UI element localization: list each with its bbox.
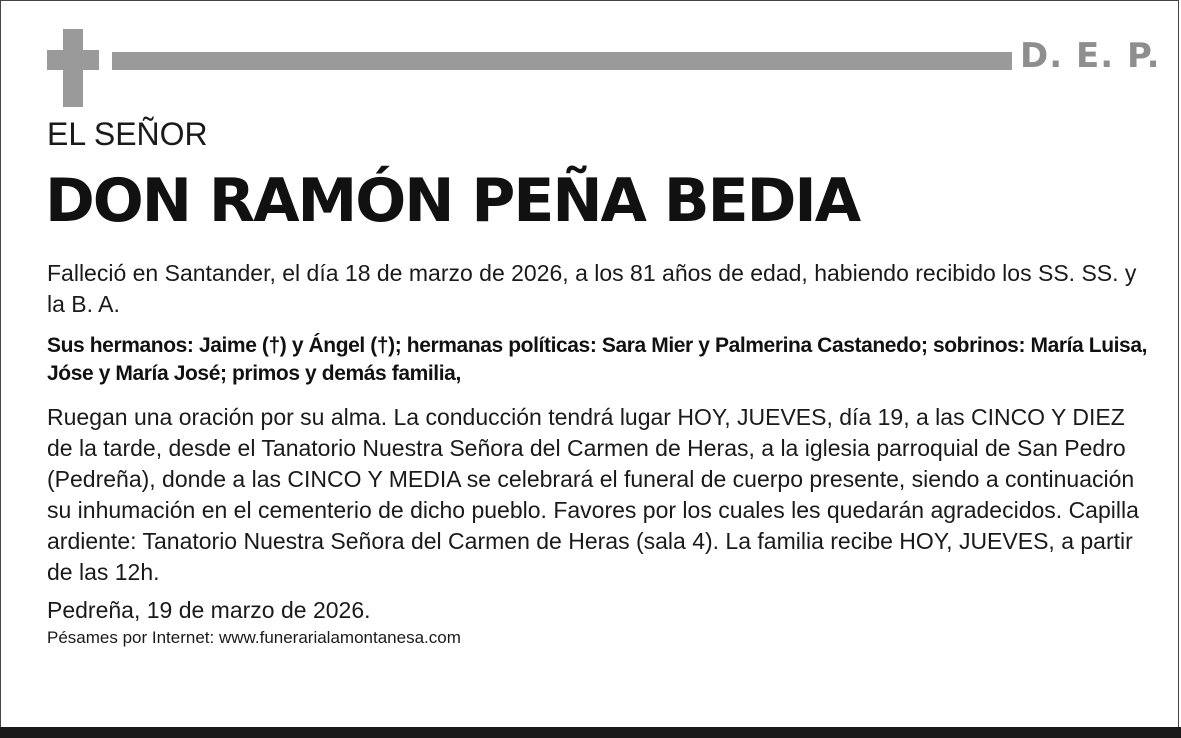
dep-label: D. E. P. <box>1020 36 1161 76</box>
family-paragraph: Sus hermanos: Jaime (†) y Ángel (†); hermanas políticas: Sara Mier y Palmerina Castanedo; sobrinos: María Luisa, Jóse y María José; primos y demás familia, <box>47 334 1148 385</box>
service-paragraph: Ruegan una oración por su alma. La conducción tendrá lugar HOY, JUEVES, día 19, a las CINCO Y DIEZ de la tarde, desde el Tanatorio Nuestra Señora del Carmen de Heras, a la iglesia parroquial de San Pedro (Pedreña), donde a las CINCO Y MEDIA se celebrará el funeral de cuerpo presente, siendo a continuación su inhumación en el cementerio de dicho pueblo. Favores por los cuales les quedarán agradecidos. Capilla ardiente: Tanatorio Nuestra Señora del Carmen de Heras (sala 4). La familia recibe HOY, JUEVES, a partir de las 12h. <box>47 404 1139 585</box>
place-date: Pedreña, 19 de marzo de 2026. <box>47 597 371 623</box>
title-prefix: EL SEÑOR <box>47 116 208 152</box>
deceased-name: DON RAMÓN PEÑA BEDIA <box>45 166 860 236</box>
header-rule <box>112 52 1012 70</box>
cross-icon-horizontal <box>47 50 99 70</box>
bottom-border-bar <box>0 727 1181 738</box>
condolences-web: Pésames por Internet: www.funerarialamontanesa.com <box>47 628 461 647</box>
death-paragraph: Falleció en Santander, el día 18 de marzo de 2026, a los 81 años de edad, habiendo recibido los SS. SS. y la B. A. <box>47 260 1137 317</box>
